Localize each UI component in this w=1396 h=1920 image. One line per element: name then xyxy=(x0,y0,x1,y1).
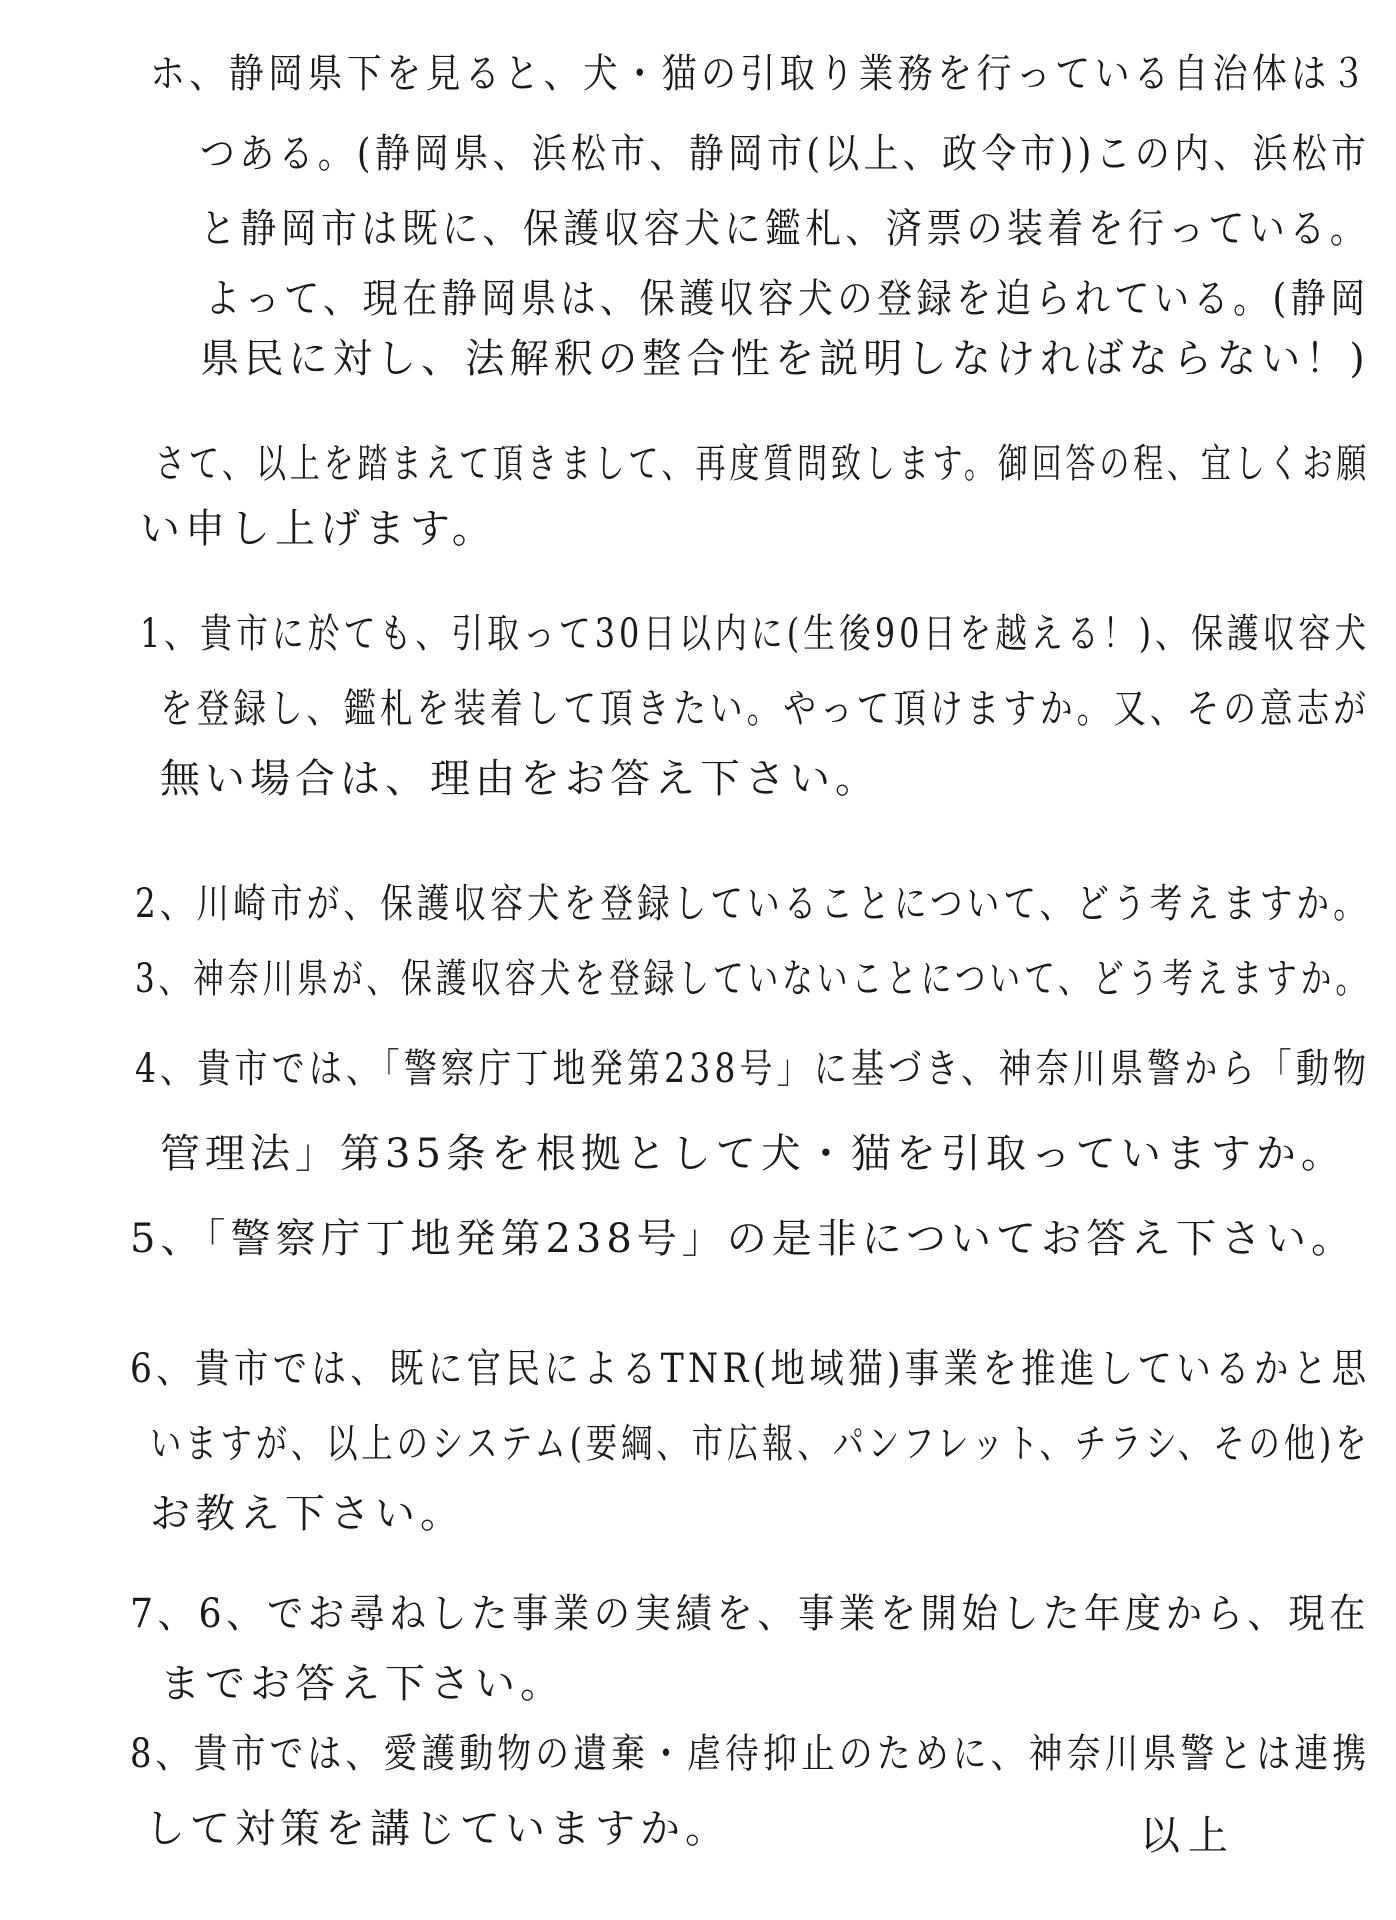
paragraph-ho-line-3: と静岡市は既に、保護収容犬に鑑札、済票の装着を行っている。 xyxy=(200,206,1371,252)
paragraph-ho-line-5: 県民に対し、法解釈の整合性を説明しなければならない！) xyxy=(200,336,1370,382)
question-8-line-1: 8、貴市では、愛護動物の遺棄・虐待抑止のために、神奈川県警とは連携 xyxy=(130,1731,1371,1777)
question-6-line-2: いますが、以上のシステム(要綱、市広報、パンフレット、チラシ、その他)を xyxy=(150,1421,1371,1467)
question-1-line-2: を登録し、鑑札を装着して頂きたい。やって頂けますか。又、その意志が xyxy=(160,686,1370,732)
question-1-line-1: 1、貴市に於ても、引取って30日以内に(生後90日を越える！)、保護収容犬 xyxy=(140,611,1371,657)
question-7-line-1: 7、6、でお尋ねした事業の実績を、事業を開始した年度から、現在 xyxy=(130,1591,1370,1637)
question-5-line-1: 5、「警察庁丁地発第238号」の是非についてお答え下さい。 xyxy=(130,1216,1356,1262)
question-4-line-1: 4、貴市では、「警察庁丁地発第238号」に基づき、神奈川県警から「動物 xyxy=(135,1046,1371,1092)
paragraph-ho-line-2: つある。(静岡県、浜松市、静岡市(以上、政令市))この内、浜松市 xyxy=(200,131,1371,177)
question-6-line-3: お教え下さい。 xyxy=(150,1491,465,1537)
question-4-line-2: 管理法」第35条を根拠として犬・猫を引取っていますか。 xyxy=(160,1131,1346,1177)
question-8-line-2: して対策を講じていますか。 xyxy=(145,1806,730,1852)
question-2-line-1: 2、川崎市が、保護収容犬を登録していることについて、どう考えますか。 xyxy=(135,881,1370,927)
intro-line-2: い申し上げます。 xyxy=(140,506,497,552)
closing-ijou: 以上 xyxy=(1140,1813,1236,1859)
intro-line-1: さて、以上を踏まえて頂きまして、再度質問致します。御回答の程、宜しくお願 xyxy=(155,441,1371,487)
paragraph-ho-line-1: ホ、静岡県下を見ると、犬・猫の引取り業務を行っている自治体は３ xyxy=(150,51,1371,97)
question-1-line-3: 無い場合は、理由をお答え下さい。 xyxy=(160,756,880,802)
question-7-line-2: までお答え下さい。 xyxy=(160,1661,565,1707)
question-6-line-1: 6、貴市では、既に官民によるTNR(地域猫)事業を推進しているかと思 xyxy=(130,1346,1371,1392)
paragraph-ho-line-4: よって、現在静岡県は、保護収容犬の登録を迫られている。(静岡 xyxy=(205,276,1370,322)
question-3-line-1: 3、神奈川県が、保護収容犬を登録していないことについて、どう考えますか。 xyxy=(135,956,1370,1002)
